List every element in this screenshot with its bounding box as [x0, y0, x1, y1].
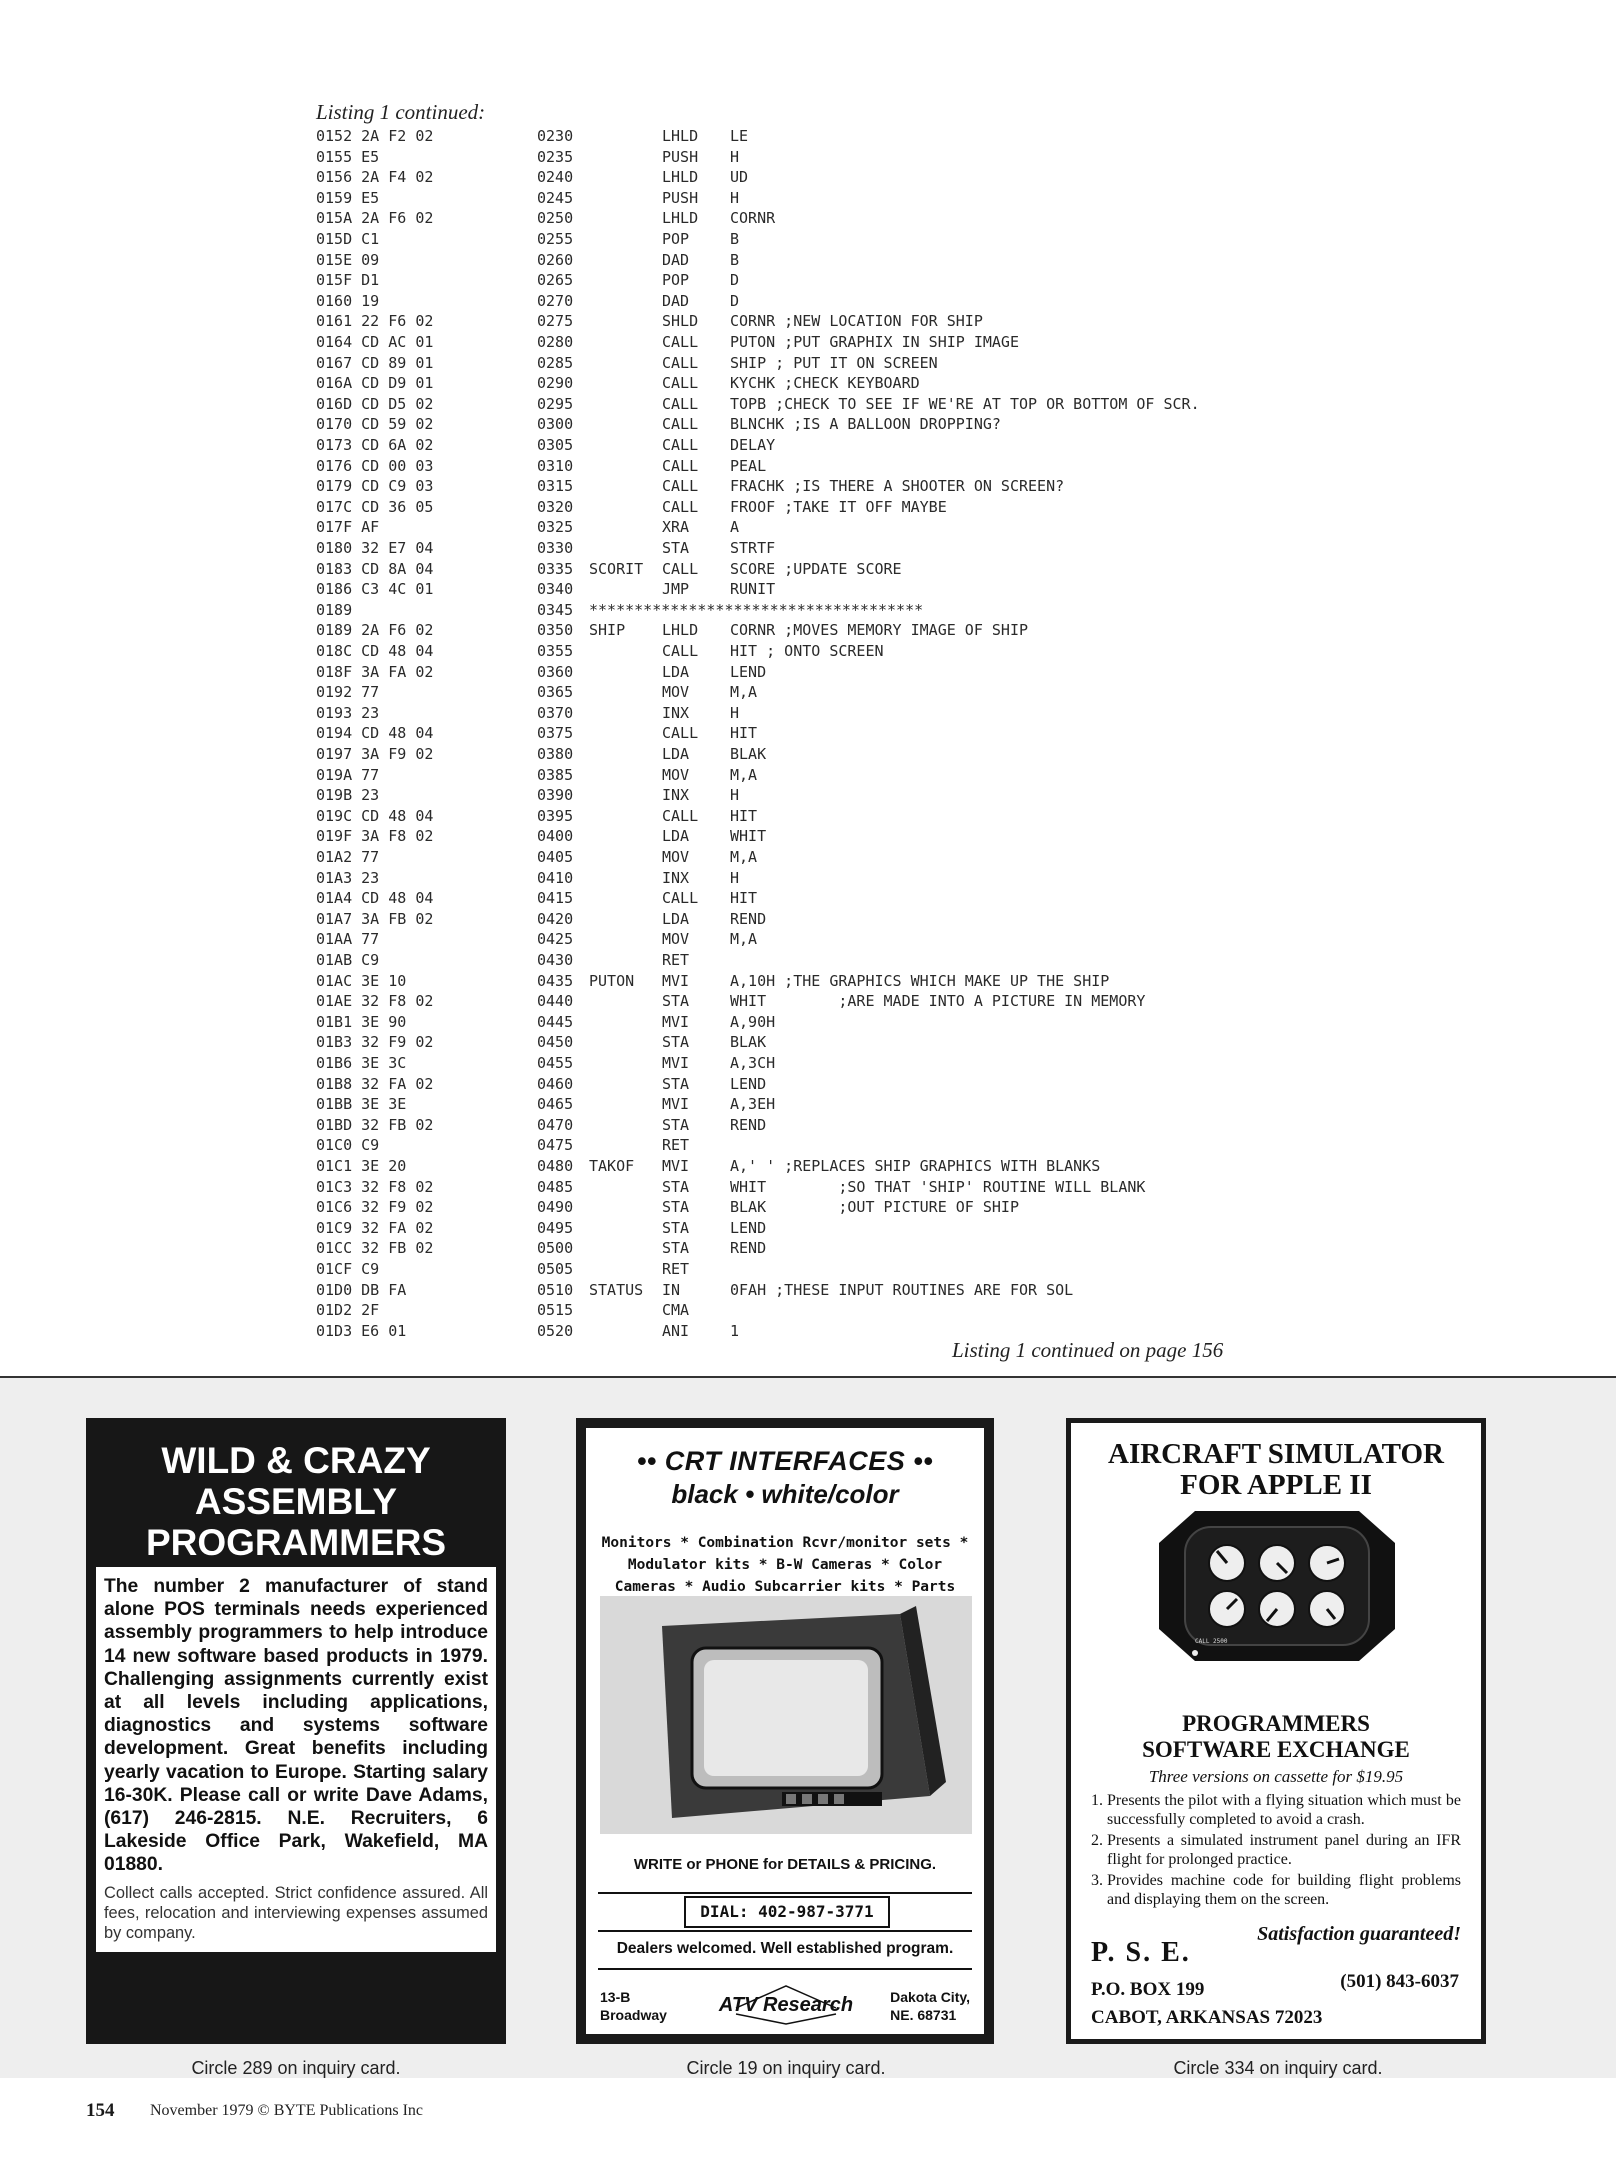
ad2-city-line1: Dakota City,: [890, 1989, 970, 2005]
ad1-small-print: Collect calls accepted. Strict confidence assured. All fees, relocation and interviewing expenses assumed by company.: [104, 1883, 488, 1943]
listing-address: 0186 C3 4C 01: [316, 580, 434, 599]
listing-label: SHIP: [589, 621, 626, 640]
page-number: 154: [86, 2100, 115, 2121]
listing-line-number: 0510: [537, 1280, 574, 1299]
listing-operand: WHIT ;ARE MADE INTO A PICTURE IN MEMORY: [730, 992, 1146, 1011]
listing-operand: RUNIT: [730, 580, 776, 599]
listing-operand: M,A: [730, 848, 758, 866]
listing-line-number: 0410: [537, 868, 574, 887]
listing-address: 019C CD 48 04: [316, 806, 434, 825]
listing-address: 0164 CD AC 01: [316, 333, 434, 351]
listing-operand: D: [730, 271, 740, 290]
ad3-circle-note: Circle 334 on inquiry card.: [1173, 2058, 1383, 2078]
item-number: 1.: [1091, 1792, 1103, 1809]
listing-address: 01D3 E6 01: [316, 1321, 407, 1340]
listing-operand: CORNR ;MOVES MEMORY IMAGE OF SHIP: [730, 621, 1029, 640]
listing-line-number: 0465: [537, 1095, 574, 1114]
listing-opcode: CALL: [662, 559, 699, 578]
listing-opcode: STA: [662, 1115, 690, 1134]
listing-operand: M,A: [730, 930, 758, 949]
listing-address: 0156 2A F4 02: [316, 168, 434, 187]
listing-opcode: LHLD: [662, 621, 699, 640]
listing-continued-note: Listing 1 continued on page 156: [952, 1338, 1224, 1362]
listing-operand: PEAL: [730, 456, 767, 475]
ad1-body: The number 2 manufacturer of stand alone POS terminals needs experienced assembly programmers to help introduce 14 new software based products in 1979. Challenging assignments currently exist at all levels including applications, diagnostics and systems software development. Great benefits including yearly vacation to Europe. Starting salary 16-30K. Please call or write Dave Adams, (617) 246-2815. N.E. Recruiters, 6 Lakeside Office Park, Wakefield, MA 01880.: [104, 1576, 488, 1876]
listing-line-number: 0370: [537, 703, 574, 722]
listing-opcode: ANI: [662, 1321, 690, 1340]
listing-line-number: 0265: [537, 271, 574, 290]
listing-operand: WHIT: [730, 827, 767, 846]
listing-opcode: MVI: [662, 971, 690, 990]
listing-address: 01B3 32 F9 02: [316, 1033, 434, 1052]
ad3-title-line2: FOR APPLE II: [1180, 1469, 1372, 1501]
listing-line-number: 0395: [537, 806, 574, 825]
listing-address: 018C CD 48 04: [316, 642, 434, 660]
footer-credit: November 1979 © BYTE Publications Inc: [150, 2102, 423, 2119]
listing-address: 015F D1: [316, 271, 380, 290]
listing-opcode: POP: [662, 230, 690, 248]
listing-address: 01AA 77: [316, 930, 380, 949]
listing-opcode: STA: [662, 1239, 690, 1258]
listing-opcode: CALL: [662, 353, 699, 372]
ad3-title-line1: AIRCRAFT SIMULATOR: [1108, 1438, 1444, 1470]
ad1-text-box: [96, 1567, 496, 1952]
listing-operand: 0FAH ;THESE INPUT ROUTINES ARE FOR SOL: [730, 1280, 1074, 1299]
listing-operand: B: [730, 230, 740, 248]
listing-opcode: INX: [662, 868, 690, 887]
listing-address: 0176 CD 00 03: [316, 456, 434, 475]
item-text: Provides machine code for building flight problems and displaying them on the screen.: [1107, 1872, 1461, 1908]
listing-opcode: INX: [662, 703, 690, 722]
listing-opcode: MVI: [662, 1095, 690, 1114]
listing-line-number: 0285: [537, 353, 574, 372]
listing-address: 01A4 CD 48 04: [316, 889, 434, 908]
listing-operand: BLAK ;OUT PICTURE OF SHIP: [730, 1198, 1019, 1217]
listing-line-number: 0255: [537, 230, 574, 248]
listing-line-number: 0310: [537, 456, 574, 475]
listing-opcode: LDA: [662, 827, 690, 846]
ad2-product-list: Monitors * Combination Rcvr/monitor sets * Modulator kits * B-W Cameras * Color Cameras * Audio Subcarrier kits * Parts: [601, 1535, 969, 1595]
listing-operand: 1: [730, 1321, 740, 1340]
listing-line-number: 0245: [537, 188, 574, 207]
listing-opcode: CALL: [662, 889, 699, 908]
listing-line-number: 0420: [537, 909, 574, 928]
listing-opcode: CMA: [662, 1301, 690, 1320]
ad3-city: CABOT, ARKANSAS 72023: [1091, 2007, 1323, 2028]
listing-operand: M,A: [730, 683, 758, 702]
listing-operand: TOPB ;CHECK TO SEE IF WE'RE AT TOP OR BOTTOM OF SCR.: [730, 394, 1200, 413]
listing-address: 017C CD 36 05: [316, 497, 434, 516]
listing-opcode: MVI: [662, 1157, 690, 1175]
ad2-dial-number: DIAL: 402-987-3771: [684, 1896, 890, 1928]
listing-line-number: 0340: [537, 580, 574, 599]
instrument-panel-screen: [1159, 1511, 1395, 1661]
listing-operand: A,' ' ;REPLACES SHIP GRAPHICS WITH BLANKS: [730, 1157, 1101, 1175]
listing-opcode: CALL: [662, 806, 699, 825]
listing-operand: BLAK: [730, 745, 767, 763]
listing-opcode: MOV: [662, 765, 690, 784]
listing-line-number: 0450: [537, 1033, 574, 1052]
listing-line-number: 0480: [537, 1157, 574, 1175]
listing-opcode: CALL: [662, 497, 699, 516]
ad3-exchange-name: [1071, 1711, 1481, 1763]
listing-operand: LE: [730, 127, 749, 145]
listing-address: 0170 CD 59 02: [316, 415, 434, 434]
listing-line-number: 0355: [537, 642, 574, 660]
listing-line-number: 0270: [537, 291, 574, 310]
listing-opcode: RET: [662, 951, 690, 969]
ad2-subtitle: black • white/color: [671, 1479, 899, 1509]
listing-address: 01AC 3E 10: [316, 971, 407, 990]
listing-opcode: LDA: [662, 745, 690, 763]
listing-address: 01A3 23: [316, 868, 380, 887]
listing-opcode: LHLD: [662, 127, 699, 145]
ad2-write-phone: WRITE or PHONE for DETAILS & PRICING.: [633, 1856, 937, 1873]
listing-line-number: 0435: [537, 971, 574, 990]
listing-operand: A,90H: [730, 1012, 776, 1031]
listing-opcode: MOV: [662, 930, 690, 949]
listing-line-number: 0365: [537, 683, 574, 702]
listing-operand: BLNCHK ;IS A BALLOON DROPPING?: [730, 415, 1001, 434]
listing-opcode: LHLD: [662, 168, 699, 187]
listing-opcode: CALL: [662, 436, 699, 454]
listing-line-number: 0475: [537, 1136, 574, 1155]
listing-operand: H: [730, 786, 740, 805]
item-text: Presents a simulated instrument panel during an IFR flight for prolonged practice.: [1107, 1832, 1461, 1868]
ad3-po-box: P.O. BOX 199: [1091, 1979, 1205, 2000]
listing-address: 0173 CD 6A 02: [316, 436, 434, 454]
listing-operand: A: [730, 518, 740, 537]
listing-address: 01CC 32 FB 02: [316, 1239, 434, 1258]
ad2-circle-note: Circle 19 on inquiry card.: [686, 2058, 886, 2078]
listing-address: 0179 CD C9 03: [316, 477, 434, 496]
listing-line-number: 0250: [537, 209, 574, 228]
listing-operand: PUTON ;PUT GRAPHIX IN SHIP IMAGE: [730, 333, 1019, 351]
listing-opcode: STA: [662, 1074, 690, 1093]
listing-operand: DELAY: [730, 436, 776, 454]
listing-address: 015A 2A F6 02: [316, 209, 434, 228]
listing-line-number: 0400: [537, 827, 574, 846]
listing-operand: REND: [730, 1239, 767, 1258]
listing-operand: D: [730, 291, 740, 310]
listing-address: 019B 23: [316, 786, 380, 805]
listing-operand: SHIP ; PUT IT ON SCREEN: [730, 353, 938, 372]
listing-opcode: STA: [662, 992, 690, 1011]
listing-line-number: 0415: [537, 889, 574, 908]
ad2-header: [586, 1428, 984, 1530]
listing-address: 0192 77: [316, 683, 380, 702]
listing-label: SCORIT: [589, 559, 644, 578]
listing-address: 0189 2A F6 02: [316, 621, 434, 640]
listing-address: 019A 77: [316, 765, 380, 784]
listing-line-number: 0230: [537, 127, 574, 145]
ad3-versions: Three versions on cassette for $19.95: [1148, 1767, 1404, 1786]
listing-address: 0197 3A F9 02: [316, 745, 434, 763]
listing-line-number: 0490: [537, 1198, 574, 1217]
listing-line-number: 0385: [537, 765, 574, 784]
listing-line-number: 0280: [537, 333, 574, 351]
listing-address: 01BB 3E 3E: [316, 1095, 407, 1114]
listing-line-number: 0390: [537, 786, 574, 805]
listing-address: 01C3 32 F8 02: [316, 1177, 434, 1196]
listing-opcode: XRA: [662, 518, 690, 537]
listing-opcode: CALL: [662, 456, 699, 475]
listing-operand: BLAK: [730, 1033, 767, 1052]
ad1-title: WILD & CRAZY ASSEMBLY PROGRAMMERS: [145, 1440, 447, 1563]
listing-address: 0194 CD 48 04: [316, 724, 434, 743]
listing-line-number: 0425: [537, 930, 574, 949]
list-item: [1091, 1871, 1461, 1909]
listing-address: 018F 3A FA 02: [316, 662, 434, 681]
listing-operand: H: [730, 868, 740, 887]
screen-caption: CALL 2500: [1195, 1638, 1228, 1645]
ad3-exchange-line1: PROGRAMMERS: [1182, 1711, 1370, 1736]
listing-address: 0167 CD 89 01: [316, 353, 434, 372]
listing-operand: CORNR ;NEW LOCATION FOR SHIP: [730, 312, 983, 331]
listing-line-number: 0275: [537, 312, 574, 331]
listing-operand: FROOF ;TAKE IT OFF MAYBE: [730, 497, 947, 516]
listing-opcode: DAD: [662, 250, 690, 269]
listing-line-number: 0360: [537, 662, 574, 681]
listing-operand: LEND: [730, 662, 767, 681]
listing-opcode: MOV: [662, 848, 690, 866]
listing-operand: WHIT ;SO THAT 'SHIP' ROUTINE WILL BLANK: [730, 1177, 1146, 1196]
listing-line-number: 0325: [537, 518, 574, 537]
listing-line-number: 0320: [537, 497, 574, 516]
listing-line-number: 0315: [537, 477, 574, 496]
listing-opcode: MOV: [662, 683, 690, 702]
listing-line-number: 0305: [537, 436, 574, 454]
ad2-address-line1: 13-B: [600, 1989, 631, 2005]
listing-opcode: JMP: [662, 580, 690, 599]
ad3-satisfaction: Satisfaction guaranteed!: [1257, 1923, 1461, 1945]
listing-opcode: MVI: [662, 1012, 690, 1031]
listing-line-number: 0470: [537, 1115, 574, 1134]
ad3-title: [1071, 1439, 1481, 1501]
listing-line-number: 0455: [537, 1054, 574, 1072]
ad2-city-line2: NE. 68731: [890, 2007, 957, 2023]
listing-address: 01AE 32 F8 02: [316, 992, 434, 1011]
ad2-brand-name: ATV Research: [718, 1994, 854, 2016]
listing-opcode: CALL: [662, 477, 699, 496]
ad3-feature-list: [1091, 1791, 1461, 1911]
item-text: Presents the pilot with a flying situation which must be successfully completed to avoid a crash.: [1107, 1792, 1461, 1828]
listing-address: 01B6 3E 3C: [316, 1054, 407, 1072]
listing-line-number: 0295: [537, 394, 574, 413]
list-item: [1091, 1791, 1461, 1829]
listing-address: 0161 22 F6 02: [316, 312, 434, 331]
ad2-title: •• CRT INTERFACES ••: [636, 1446, 934, 1476]
listing-line-number: 0495: [537, 1218, 574, 1237]
listing-address: 0159 E5: [316, 188, 380, 207]
listing-address: 01AB C9: [316, 951, 380, 969]
listing-line-number: 0485: [537, 1177, 574, 1196]
ad2-dial-band: [598, 1892, 972, 1932]
listing-operand: H: [730, 188, 740, 207]
ad3-phone: (501) 843-6037: [1340, 1971, 1459, 1992]
listing-operand: B: [730, 250, 740, 269]
listing-address: 0160 19: [316, 291, 380, 310]
ad1-circle-note: Circle 289 on inquiry card.: [191, 2058, 401, 2078]
listing-address: 01C6 32 F9 02: [316, 1198, 434, 1217]
listing-line-number: 0345: [537, 600, 574, 619]
listing-opcode: STA: [662, 1177, 690, 1196]
listing-opcode: RET: [662, 1136, 690, 1155]
listing-address: 0152 2A F2 02: [316, 127, 434, 145]
listing-opcode: IN: [662, 1280, 681, 1299]
listing-opcode: CALL: [662, 415, 699, 434]
listing-address: 0189: [316, 600, 353, 619]
code-listing: [316, 126, 1316, 1342]
item-number: 3.: [1091, 1872, 1103, 1889]
listing-opcode: LDA: [662, 909, 690, 928]
listing-operand: M,A: [730, 765, 758, 784]
listing-opcode: PUSH: [662, 188, 699, 207]
listing-operand: HIT: [730, 806, 758, 825]
listing-operand: A,10H ;THE GRAPHICS WHICH MAKE UP THE SHIP: [730, 971, 1110, 990]
listing-opcode: CALL: [662, 394, 699, 413]
listing-opcode: CALL: [662, 642, 699, 660]
listing-address: 0193 23: [316, 703, 380, 722]
listing-address: 017F AF: [316, 518, 380, 537]
listing-label: TAKOF: [589, 1157, 635, 1175]
listing-address: 01BD 32 FB 02: [316, 1115, 434, 1134]
listing-address: 01A7 3A FB 02: [316, 909, 434, 928]
listing-address: 019F 3A F8 02: [316, 827, 434, 846]
listing-label: STATUS: [589, 1280, 644, 1299]
listing-operand: HIT: [730, 889, 758, 908]
listing-line-number: 0460: [537, 1074, 574, 1093]
listing-address: 01A2 77: [316, 848, 380, 866]
listing-address: 01D0 DB FA: [316, 1280, 407, 1299]
ad2-city: [890, 1988, 970, 2024]
ad2-address: [600, 1988, 667, 2024]
listing-operand: HIT ; ONTO SCREEN: [730, 642, 884, 660]
listing-operand: REND: [730, 1115, 767, 1134]
listing-line-number: 0380: [537, 745, 574, 763]
ad-aircraft-simulator: [1066, 1418, 1486, 2044]
listing-line-number: 0335: [537, 559, 574, 578]
listing-address: 01CF C9: [316, 1260, 380, 1278]
atv-research-logo: [696, 1978, 876, 2028]
listing-opcode: LHLD: [662, 209, 699, 228]
listing-address: 01C1 3E 20: [316, 1157, 407, 1175]
listing-operand: REND: [730, 909, 767, 928]
listing-opcode: CALL: [662, 333, 699, 351]
listing-line-number: 0375: [537, 724, 574, 743]
listing-opcode: MVI: [662, 1054, 690, 1072]
ad3-exchange-line2: SOFTWARE EXCHANGE: [1142, 1737, 1410, 1762]
listing-address: 015D C1: [316, 230, 380, 248]
ad2-dealers: Dealers welcomed. Well established program.: [616, 1940, 954, 1957]
listing-line-number: 0290: [537, 374, 574, 393]
listing-operand: H: [730, 703, 740, 722]
listing-line-number: 0430: [537, 951, 574, 969]
listing-address: 01B8 32 FA 02: [316, 1074, 434, 1093]
listing-line-number: 0440: [537, 992, 574, 1011]
listing-opcode: PUSH: [662, 147, 699, 166]
listing-opcode: STA: [662, 1033, 690, 1052]
listing-opcode: STA: [662, 539, 690, 557]
listing-address: 0180 32 E7 04: [316, 539, 434, 557]
listing-address: 0183 CD 8A 04: [316, 559, 434, 578]
listing-opcode: SHLD: [662, 312, 699, 331]
listing-operand: LEND: [730, 1074, 767, 1093]
listing-operand: A,3CH: [730, 1054, 776, 1072]
listing-line-number: 0300: [537, 415, 574, 434]
ad-crt-interfaces: [576, 1418, 994, 2044]
listing-line-number: 0520: [537, 1321, 574, 1340]
listing-operand: LEND: [730, 1218, 767, 1237]
listing-address: 0155 E5: [316, 147, 380, 166]
listing-operand: KYCHK ;CHECK KEYBOARD: [730, 374, 920, 393]
listing-opcode: RET: [662, 1260, 690, 1278]
listing-opcode: CALL: [662, 724, 699, 743]
listing-operand: CORNR: [730, 209, 776, 228]
listing-opcode: CALL: [662, 374, 699, 393]
ad-assembly-programmers: [86, 1418, 506, 2044]
listing-line-number: 0235: [537, 147, 574, 166]
listing-opcode: INX: [662, 786, 690, 805]
listing-line-number: 0260: [537, 250, 574, 269]
listing-title: Listing 1 continued:: [316, 100, 486, 124]
list-item: [1091, 1831, 1461, 1869]
listing-operand: HIT: [730, 724, 758, 743]
monitor-photo: [600, 1596, 972, 1834]
listing-opcode: LDA: [662, 662, 690, 681]
listing-operand: STRTF: [730, 539, 776, 557]
listing-operand: FRACHK ;IS THERE A SHOOTER ON SCREEN?: [730, 477, 1065, 496]
listing-operand: A,3EH: [730, 1095, 776, 1114]
listing-line-number: 0445: [537, 1012, 574, 1031]
listing-operand: H: [730, 147, 740, 166]
listing-address: 01D2 2F: [316, 1301, 380, 1320]
listing-line-number: 0500: [537, 1239, 574, 1258]
ad2-separator: [598, 1968, 972, 1970]
listing-address: 01B1 3E 90: [316, 1012, 407, 1031]
listing-operand: SCORE ;UPDATE SCORE: [730, 559, 902, 578]
listing-opcode: POP: [662, 271, 690, 290]
listing-opcode: DAD: [662, 291, 690, 310]
listing-line-number: 0240: [537, 168, 574, 187]
ad2-address-line2: Broadway: [600, 2007, 667, 2023]
item-number: 2.: [1091, 1832, 1103, 1849]
listing-address: 01C9 32 FA 02: [316, 1218, 434, 1237]
listing-address: 016A CD D9 01: [316, 374, 434, 393]
listing-address: 016D CD D5 02: [316, 394, 434, 413]
listing-line-number: 0350: [537, 621, 574, 640]
listing-operand: UD: [730, 168, 749, 187]
listing-line-number: 0405: [537, 848, 574, 866]
listing-line-number: 0330: [537, 539, 574, 557]
listing-opcode: STA: [662, 1218, 690, 1237]
listing-line-number: 0515: [537, 1301, 574, 1320]
listing-address: 01C0 C9: [316, 1136, 380, 1155]
listing-line-number: 0505: [537, 1260, 574, 1278]
listing-label: *************************************: [589, 600, 924, 619]
listing-label: PUTON: [589, 971, 635, 990]
listing-opcode: STA: [662, 1198, 690, 1217]
listing-address: 015E 09: [316, 250, 380, 269]
ad3-brand: P. S. E.: [1091, 1937, 1191, 1968]
